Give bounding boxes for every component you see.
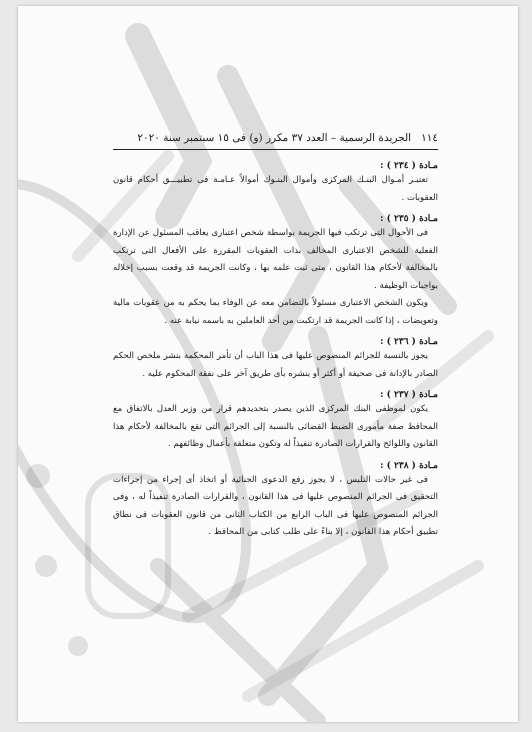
article-title: مـادة ( ٢٣٨ ) : xyxy=(380,460,438,471)
article-238 xyxy=(113,460,438,542)
article-title: مـادة ( ٢٣٦ ) : xyxy=(380,337,438,347)
article-234 xyxy=(113,160,438,207)
article-paragraph: يجوز بالنسبة للجرائم المنصوص عليها فى هذا الباب أن تأمر المحكمة بنشر ملخص الحكم الصادر بالإدانة فى صحيفة أو أكثر أو بنشره بأى طريق آخر على نفقة المحكوم عليه . xyxy=(113,351,438,379)
article-paragraph: فى غير حالات التلبس ، لا يجوز رفع الدعوى الجنائية أو اتخاذ أى إجراء من إجراءات التحقيق فى الجرائم المنصوص عليها فى هذا القانون ، والقرارات الصادرة تنفيذاً له ، وفى الجرائم المنصوص عليها فى الباب الرابع من الكتاب الثانى من قانون العقوبات فى نطاق تطبيق أحكام هذا القانون ، إلا بناءً على طلب كتابى من المحافظ . xyxy=(113,474,438,537)
document-content xyxy=(113,130,438,542)
gazette-header xyxy=(113,130,438,150)
article-237 xyxy=(113,389,438,454)
article-title: مـادة ( ٢٣٥ ) : xyxy=(380,214,438,224)
article-title: مـادة ( ٢٣٤ ) : xyxy=(380,161,438,171)
gazette-title: الجريدة الرسمية – العدد ٣٧ مكرر (و) فى ١٥ سبتمبر سنة ٢٠٢٠ xyxy=(137,132,412,144)
page-number: ١١٤ xyxy=(421,132,438,144)
article-235 xyxy=(113,213,438,330)
article-236 xyxy=(113,336,438,383)
article-paragraph: فى الأحوال التى ترتكب فيها الجريمة بواسطة شخص اعتبارى يعاقب المسئول عن الإدارة الفعلية للشخص الاعتبارى المخالف بذات العقوبات المقررة على الأفعال التى ترتكب بالمخالفة لأحكام هذا القانون ، متى ثبت علمه بها ، وكانت الجريمة قد وقعت بسبب إخلاله بواجبات الوظيفة . xyxy=(113,228,438,291)
article-paragraph: ويكون الشخص الاعتبارى مسئولاً بالتضامن معه عن الوفاء بما يحكم به من عقوبات مالية وتعويضات ، إذا كانت الجريمة قد ارتكبت من أحد العاملين به باسمه نيابة عنه . xyxy=(113,298,438,326)
document-page xyxy=(18,6,518,722)
article-paragraph: يكون لموظفى البنك المركزى الذين يصدر بتحديدهم قرار من وزير العدل بالاتفاق مع المحافظ صفة مأمورى الضبط القضائى بالنسبة إلى الجرائم التى تقع بالمخالفة لأحكام هذا القانون واللوائح والقرارات الصادرة تنفيذاً له وتكون متعلقة بأعمال وظائفهم . xyxy=(113,404,438,449)
article-title: مـادة ( ٢٣٧ ) : xyxy=(380,390,438,400)
article-paragraph: تعتبـر أمـوال البنـك المركزى وأموال البنـوك أموالاً عـامـة فى تطبيـــق أحكام قانون العقوبات . xyxy=(113,175,438,203)
